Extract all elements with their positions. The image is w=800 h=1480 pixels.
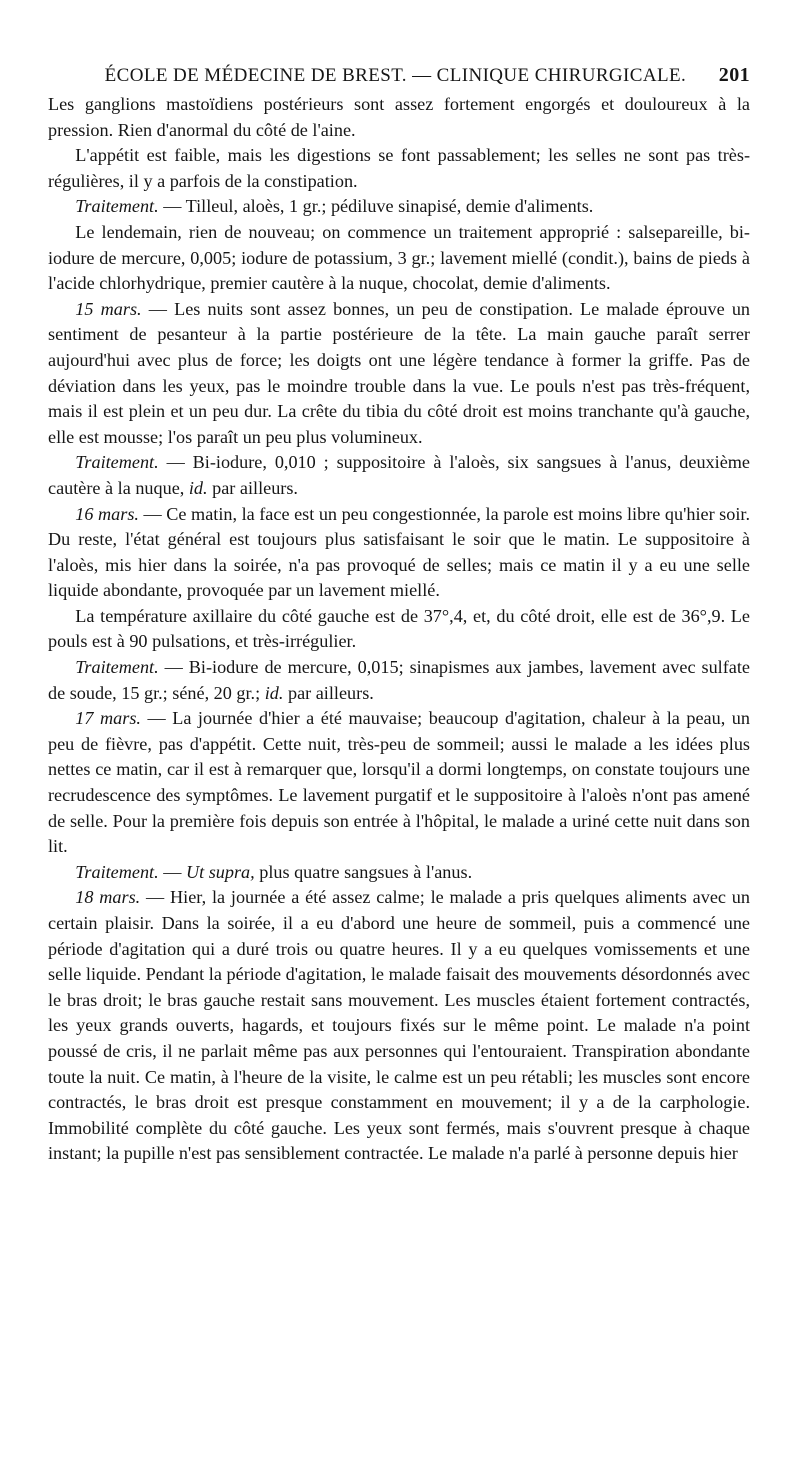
paragraph: Traitement. — Bi-iodure de mercure, 0,015; sinapismes aux jambes, lavement avec sulfate de soude, 15 gr.; séné, 20 gr.; id. par ailleurs. xyxy=(48,657,750,703)
entry-date: 18 mars. xyxy=(75,887,141,908)
treatment-label: Traitement. xyxy=(75,196,159,217)
page-number: 201 xyxy=(718,64,750,86)
page-body xyxy=(48,92,750,1167)
treatment-label: Traitement. xyxy=(75,452,159,473)
entry-date: 17 mars. xyxy=(75,708,141,729)
paragraph: Traitement. — Ut supra, plus quatre sangsues à l'anus. xyxy=(75,861,473,882)
paragraph: 18 mars. — Hier, la journée a été assez calme; le malade a pris quelques aliments avec un certain plaisir. Dans la soirée, il a eu d'abord une heure de sommeil, puis a commencé une période d'agitation qui a duré trois ou quatre heures. Il y a eu quelques vomissements et une selle liquide. Pendant la période d'agitation, le malade faisait des mouvements désordonnés avec le bras droit; le bras gauche restait sans mouvement. Les muscles étaient fortement contractés, les yeux grands ouverts, hagards, et toujours fixés sur le même point. Le malade n'a point poussé de cris, il ne parlait même pas aux personnes qui l'entouraient. Transpiration abondante toute la nuit. Ce matin, à l'heure de la visite, le calme est un peu rétabli; les muscles sont encore contractés, le bras droit est presque constamment en mouvement; il y a de la carphologie. Immobilité complète du côté gauche. Les yeux sont fermés, mais s'ouvrent presque à chaque instant; la pupille n'est pas sensiblement contractée. Le malade n'a parlé à personne depuis hier xyxy=(48,887,750,1164)
paragraph: Traitement. — Tilleul, aloès, 1 gr.; pédiluve sinapisé, demie d'aliments. xyxy=(75,196,594,217)
paragraph: 17 mars. — La journée d'hier a été mauvaise; beaucoup d'agitation, chaleur à la peau, un peu de fièvre, pas d'appétit. Cette nuit, très-peu de sommeil; aussi le malade a les idées plus nettes ce matin, car il est à remarquer que, lorsqu'il a dormi longtemps, on constate toujours une recrudescence des symptômes. Le lavement purgatif et le suppositoire à l'aloès n'ont pas amené de selle. Pour la première fois depuis son entrée à l'hôpital, le malade a uriné cette nuit dans son lit. xyxy=(48,708,750,857)
entry-date: 15 mars. xyxy=(75,298,142,319)
running-title: ÉCOLE DE MÉDECINE DE BREST. — CLINIQUE CHIRURGICALE. xyxy=(104,65,687,86)
treatment-label: Traitement. xyxy=(75,861,159,882)
treatment-label: Traitement. xyxy=(75,657,159,678)
paragraph: L'appétit est faible, mais les digestions se font passablement; les selles ne sont pas très-régulières, il y a parfois de la constipation. xyxy=(48,145,750,191)
entry-date: 16 mars. xyxy=(75,503,139,524)
page-header xyxy=(92,64,750,87)
paragraph: 16 mars. — Ce matin, la face est un peu congestionnée, la parole est moins libre qu'hier soir. Du reste, l'état général est toujours plus satisfaisant le soir que le matin. Le suppositoire à l'aloès, mis hier dans la soirée, n'a pas provoqué de selles; mais ce matin il y a eu une selle liquide abondante, provoquée par un lavement miellé. xyxy=(48,503,751,601)
paragraph: 15 mars. — Les nuits sont assez bonnes, un peu de constipation. Le malade éprouve un sentiment de pesanteur à la partie postérieure de la tête. La main gauche paraît serrer aujourd'hui avec plus de force; les doigts ont une légère tendance à former la griffe. Pas de déviation dans les yeux, pas le moindre trouble dans la vue. Le pouls n'est pas très-fréquent, mais il est plein et un peu dur. La crête du tibia du côté droit est moins tranchante qu'à gauche, elle est mousse; l'os paraît un peu plus volumineux. xyxy=(48,298,751,447)
paragraph: Traitement. — Bi-iodure, 0,010 ; suppositoire à l'aloès, six sangsues à l'anus, deuxième cautère à la nuque, id. par ailleurs. xyxy=(48,452,750,498)
paragraph: Le lendemain, rien de nouveau; on commence un traitement approprié : salsepareille, bi-iodure de mercure, 0,005; iodure de potassium, 3 gr.; lavement miellé (condit.), bains de pieds à l'acide chlorhydrique, premier cautère à la nuque, chocolat, demie d'aliments. xyxy=(48,221,750,294)
paragraph: La température axillaire du côté gauche est de 37°,4, et, du côté droit, elle est de 36°,9. Le pouls est à 90 pulsations, et très-irrégulier. xyxy=(48,605,750,652)
paragraph: Les ganglions mastoïdiens postérieurs sont assez fortement engorgés et douloureux à la pression. Rien d'anormal du côté de l'aine. xyxy=(48,94,750,140)
